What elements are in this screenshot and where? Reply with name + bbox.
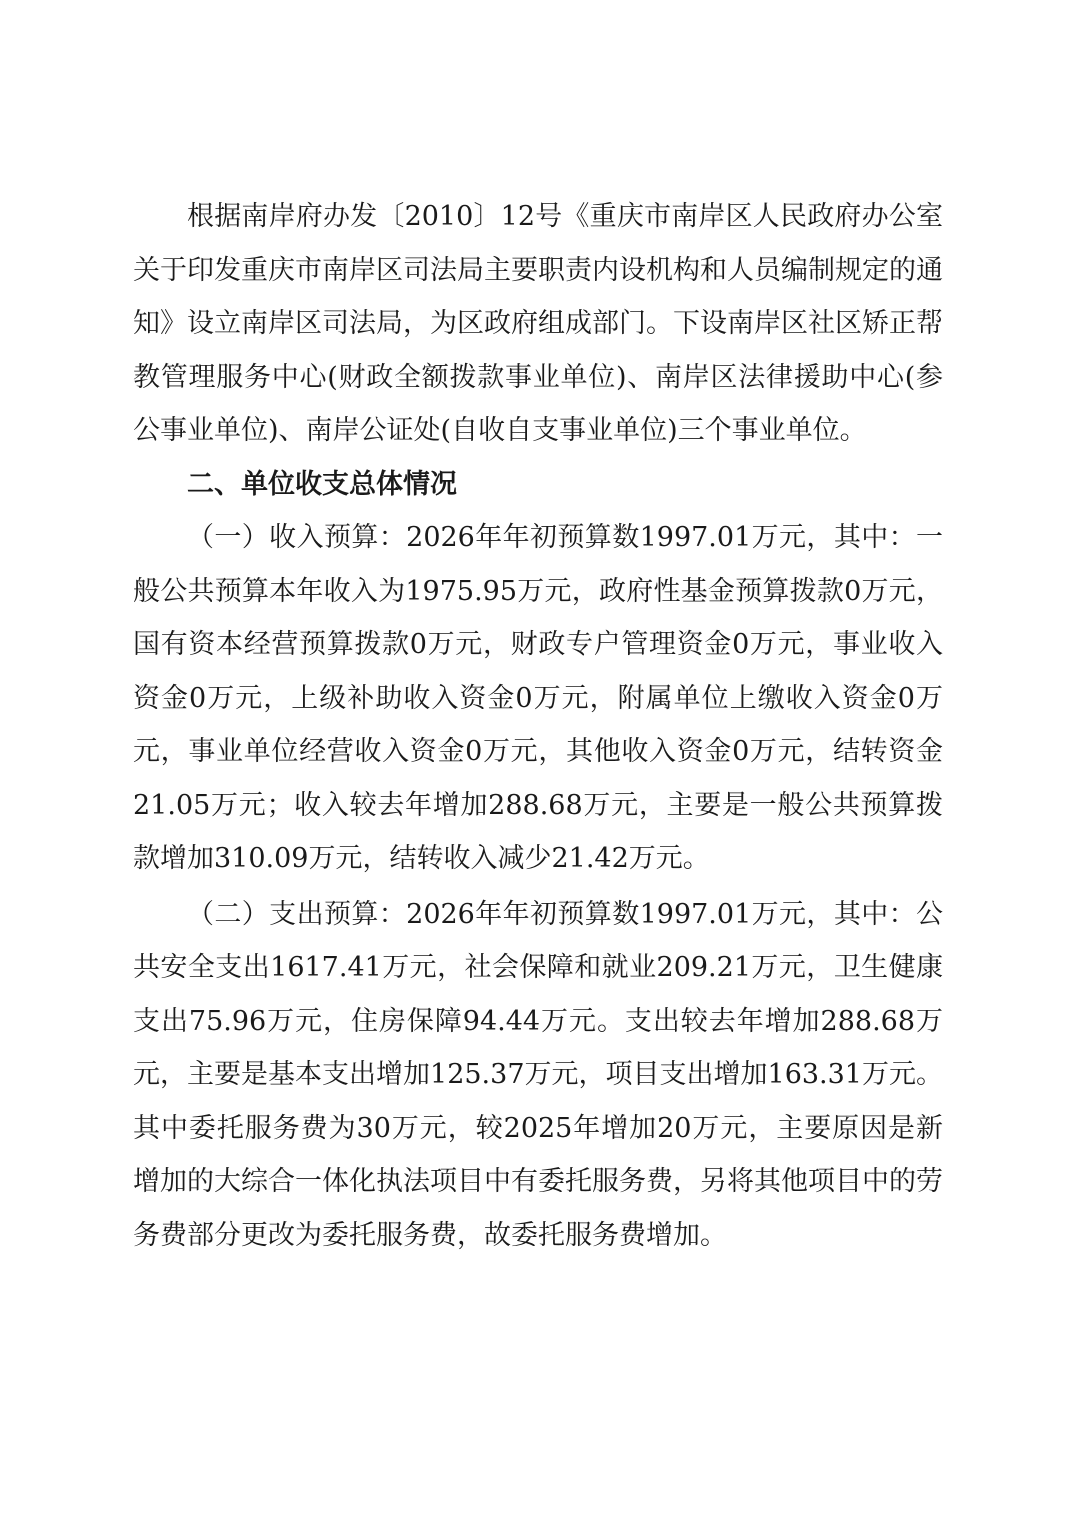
expense-budget-paragraph: （二）支出预算：2026年年初预算数1997.01万元，其中：公共安全支出1617.41万元，社会保障和就业209.21万元，卫生健康支出75.96万元，住房保障94.44万元。支出较去年增加288.68万元，主要是基本支出增加125.37万元，项目支出增加163.31万元。其中委托服务费为30万元，较2025年增加20万元，主要原因是新增加的大综合一体化执法项目中有委托服务费，另将其他项目中的劳务费部分更改为委托服务费，故委托服务费增加。 (133, 898, 943, 1251)
section-heading: 二、单位收支总体情况 (187, 468, 457, 500)
intro-paragraph: 根据南岸府办发〔2010〕12号《重庆市南岸区人民政府办公室关于印发重庆市南岸区司法局主要职责内设机构和人员编制规定的通知》设立南岸区司法局，为区政府组成部门。下设南岸区社区矫正帮教管理服务中心(财政全额拨款事业单位)、南岸区法律援助中心(参公事业单位)、南岸公证处(自收自支事业单位)三个事业单位。 (133, 201, 943, 446)
document-body (133, 190, 943, 1262)
income-budget-paragraph: （一）收入预算：2026年年初预算数1997.01万元，其中：一般公共预算本年收入为1975.95万元，政府性基金预算拨款0万元，国有资本经营预算拨款0万元，财政专户管理资金0万元，事业收入资金0万元，上级补助收入资金0万元，附属单位上缴收入资金0万元，事业单位经营收入资金0万元，其他收入资金0万元，结转资金21.05万元；收入较去年增加288.68万元，主要是一般公共预算拨款增加310.09万元，结转收入减少21.42万元。 (133, 522, 943, 874)
